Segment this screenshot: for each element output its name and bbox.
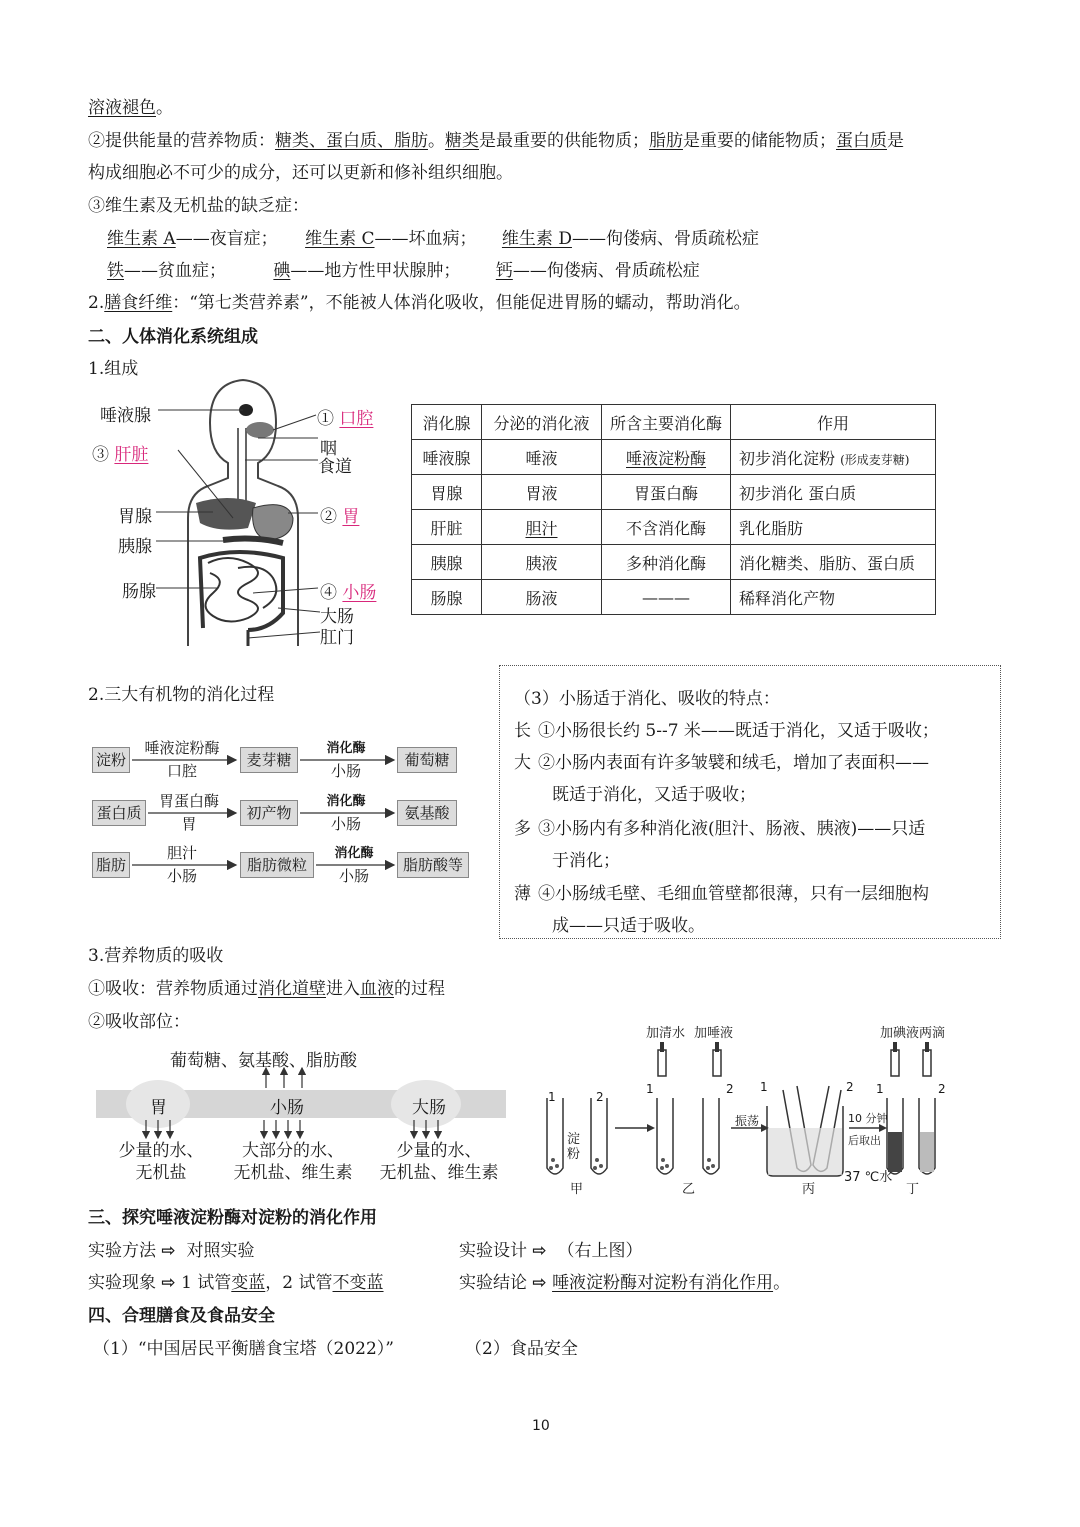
label-add-saliva: 加唾液 [694,1026,734,1041]
food-safety-item: （2）食品安全 [465,1339,578,1359]
tube-number: 1 [760,1080,768,1094]
box-text: ③小肠内有多种消化液(胆汁、肠液、胰液)——只适 [538,819,926,839]
arrow-place: 小肠 [330,815,361,833]
underlined-term: 维生素 C [305,229,375,249]
process-box: 葡萄糖 [397,747,457,773]
label-answer: 口腔 [339,409,374,429]
label-yi: 乙 [682,1182,696,1197]
double-arrow-icon: ⇨ [161,1273,176,1293]
digestive-gland-table [411,404,936,615]
table-cell [602,440,731,475]
label-pancreas: 胰腺 [118,537,152,557]
table-cell: 唾液 [482,440,602,475]
section-3-title: 三、探究唾液淀粉酶对淀粉的消化作用 [88,1208,377,1228]
label-large-intestine: 大肠 [320,607,354,627]
table-cell: 唾液腺 [412,440,482,475]
text-span: 1 试管 [181,1273,232,1293]
organ-label: 胃 [150,1098,167,1118]
conclusion-line [459,1272,790,1294]
table-cell: 不含消化酶 [602,510,731,545]
text-span: ：“第七类营养素”，不能被人体消化吸收，但能促进胃肠的蠕动，帮助消化。 [172,293,751,313]
underlined-term: 膳食纤维 [104,293,173,313]
label-num: ④ [320,583,337,603]
table-row [412,545,936,580]
absorb-under-text: 无机盐、维生素 [379,1163,499,1183]
process-box: 淀粉 [92,747,130,773]
text-span: ①吸收：营养物质通过 [88,979,258,999]
test-tube [591,1098,607,1174]
underlined-term: 碘 [273,261,291,281]
text-span: 实验现象 [88,1273,156,1293]
process-box: 脂肪 [92,852,130,878]
experiment-figure [535,1020,965,1200]
arrow-enzyme: 消化酶 [326,794,366,809]
table-cell: 多种消化酶 [602,545,731,580]
text-line-3: 构成细胞必不可少的成分，还可以更新和修补组织细胞。 [88,163,513,183]
arrow-place: 小肠 [338,867,369,885]
underlined-term: 蛋白质 [836,131,887,151]
organ-label: 小肠 [270,1098,304,1118]
design-line [459,1240,642,1262]
dropper [891,1050,899,1076]
cell-text: 初步消化淀粉 [739,448,836,468]
text-span: ——坏血病； [374,229,477,249]
method-line [88,1240,254,1262]
table-cell: 肝脏 [412,510,482,545]
underlined-term: 唾液淀粉酶对淀粉有消化作用 [552,1273,774,1293]
label-jia: 甲 [570,1182,584,1197]
process-box: 氨基酸 [397,800,457,826]
absorption-title: 3.营养物质的吸收 [88,946,224,966]
double-arrow-icon: ⇨ [532,1241,547,1261]
table-row [412,475,936,510]
table-cell: 肠液 [482,580,602,615]
arrow-place: 胃 [181,815,197,833]
text-span: 对照实验 [186,1241,255,1261]
text-span: 的过程 [394,979,445,999]
box-key: 薄 [514,884,531,904]
arrow-enzyme: 唾液淀粉酶 [144,739,220,757]
arrow-enzyme: 胃蛋白酶 [158,792,219,810]
underlined-term: 维生素 D [501,229,572,249]
table-row [412,580,936,615]
phenomenon-line [88,1272,384,1294]
text-span: 2. [88,293,105,313]
underlined-term: 血液 [360,979,394,999]
tube-number: 2 [596,1090,604,1104]
absorb-under [374,1140,504,1184]
table-header: 分泌的消化液 [482,405,602,440]
process-box: 初产物 [240,800,298,826]
label-bing: 丙 [802,1182,816,1197]
table-cell: 胃腺 [412,475,482,510]
label-iodine: 加碘液两滴 [880,1026,946,1041]
text-span: 。 [773,1273,791,1293]
table-cell: 胰腺 [412,545,482,580]
label-shake: 振荡 [735,1114,760,1128]
absorb-under-text: 大部分的水、 [242,1141,344,1161]
absorb-under [118,1140,204,1184]
box-text: 既适于消化，又适于吸收； [552,785,756,805]
box-text: ①小肠很长约 5--7 米——既适于消化，又适于吸收； [538,721,939,741]
table-cell: ——— [602,580,731,615]
test-tube [657,1098,673,1174]
water-bath [768,1128,842,1175]
cell-note: (形成麦芽糖) [840,452,910,467]
table-cell: 肠腺 [412,580,482,615]
text-span: 是重要的储能物质； [683,131,836,151]
table-header-row [412,405,936,440]
arrow-enzyme: 消化酶 [334,846,374,861]
section-2-title: 二、人体消化系统组成 [88,327,258,347]
text-span: 实验设计 [459,1241,527,1261]
section-4-title: 四、合理膳食及食品安全 [88,1306,275,1326]
text-span: 实验方法 [88,1241,156,1261]
tube-number: 2 [726,1082,734,1096]
underlined-term: 铁 [107,261,124,281]
arrow-enzyme: 消化酶 [326,741,366,756]
label-gastric: 胃腺 [118,507,152,527]
label-answer: 肝脏 [114,445,149,465]
text-span: 进入 [326,979,360,999]
pagoda-item: （1）“中国居民平衡膳食宝塔（2022）” [93,1339,394,1359]
filled-answer: 唾液淀粉酶 [626,448,707,468]
arrow-place: 小肠 [330,762,361,780]
tube-number: 2 [846,1080,854,1094]
absorb-under [228,1140,358,1184]
text-span: 是 [887,131,904,151]
filled-answer: 胆汁 [525,518,558,538]
underlined-term: 维生素 A [107,229,176,249]
process-title: 2.三大有机物的消化过程 [88,685,275,705]
label-pharynx: 咽 [320,439,337,459]
table-cell: 胃蛋白酶 [602,475,731,510]
text-span: ，2 试管 [265,1273,333,1293]
text-span: （右上图） [557,1241,643,1261]
punct: 。 [156,98,173,118]
label-salivary: 唾液腺 [100,406,151,426]
absorbed-nutrients-label: 葡萄糖、氨基酸、脂肪酸 [170,1051,357,1071]
label-intestinal: 肠腺 [122,582,156,602]
process-arrows [0,0,480,900]
text-span: ——贫血症； [124,261,226,281]
text-span: ——地方性甲状腺肿； [290,261,461,281]
test-tube [703,1098,719,1174]
table-cell: 胰液 [482,545,602,580]
table-row [412,510,936,545]
tube-number: 1 [876,1082,884,1096]
table-header: 所含主要消化酶 [602,405,731,440]
table-cell: 消化糖类、脂肪、蛋白质 [731,545,936,580]
text-span: 。 [428,131,445,151]
underlined-term: 糖类、蛋白质、脂肪 [275,131,428,151]
box-text: ②小肠内表面有许多皱襞和绒毛，增加了表面积—— [538,753,929,773]
label-answer: 小肠 [342,583,377,603]
label-anus: 肛门 [320,628,354,648]
double-arrow-icon: ⇨ [532,1273,547,1293]
underlined-term: 不变蓝 [332,1273,384,1293]
tube-number: 2 [938,1082,946,1096]
subsection-1-title: 1.组成 [88,359,139,379]
text-span: ——夜盲症； [175,229,278,249]
process-box: 脂肪微粒 [240,852,314,878]
absorption-line-2: ②吸收部位： [88,1012,190,1032]
label-ding: 丁 [906,1182,920,1197]
tube-number: 1 [548,1090,556,1104]
box-text: 成——只适于吸收。 [552,916,705,936]
label-num: ③ [92,445,109,465]
underlined-term: 脂肪 [649,131,683,151]
table-cell: 胃液 [482,475,602,510]
table-cell [731,440,936,475]
label-starch: 淀粉 [567,1132,581,1162]
text-span: ②提供能量的营养物质： [88,131,275,151]
absorb-under-text: 无机盐、维生素 [233,1163,353,1183]
process-box: 蛋白质 [92,800,146,826]
underlined-term: 溶液褪色 [88,98,156,118]
underlined-term: 钙 [495,261,513,281]
absorption-line-1 [88,978,445,1000]
box-text: ④小肠绒毛壁、毛细血管壁都很薄，只有一层细胞构 [538,884,929,904]
box-key: 多 [514,819,531,839]
table-cell: 稀释消化产物 [731,580,936,615]
text-line-4: ③维生素及无机盐的缺乏症： [88,196,309,216]
text-span: ——佝偻病、骨质疏松症 [571,229,759,249]
box-title: （3）小肠适于消化、吸收的特点： [514,689,780,709]
box-key: 长 [514,721,531,741]
page-number: 10 [532,1418,550,1434]
tube-clear-liquid [920,1132,934,1172]
table-header: 消化腺 [412,405,482,440]
arrow-place: 口腔 [166,762,197,780]
label-num: ① [317,409,334,429]
underlined-term: 消化道壁 [258,979,326,999]
organ-label: 大肠 [412,1098,446,1118]
absorb-under-text: 少量的水、 [396,1141,482,1161]
process-box: 脂肪酸等 [397,852,469,878]
table-cell: 初步消化 蛋白质 [731,475,936,510]
box-text: 于消化； [552,851,620,871]
dropper [713,1050,721,1076]
box-key: 大 [514,753,531,773]
table-row [412,440,936,475]
process-box: 麦芽糖 [240,747,298,773]
text-span: 是最重要的供能物质； [479,131,649,151]
text-span: ——佝偻病、骨质疏松症 [512,261,700,281]
double-arrow-icon: ⇨ [161,1241,176,1261]
absorb-under-text: 无机盐 [135,1163,187,1183]
absorb-under-text: 少量的水、 [118,1141,204,1161]
test-tube [547,1098,563,1174]
label-esophagus: 食道 [318,457,352,477]
arrow-enzyme: 胆汁 [166,844,197,862]
table-cell: 乳化脂肪 [731,510,936,545]
label-num: ② [320,507,337,527]
dropper [923,1050,931,1076]
text-span: 实验结论 [459,1273,527,1293]
label-10min: 10 分钟 [848,1112,888,1125]
table-cell [482,510,602,545]
tube-number: 1 [646,1082,654,1096]
underlined-term: 糖类 [445,131,479,151]
label-add-water: 加清水 [646,1026,686,1041]
table-header: 作用 [731,405,936,440]
label-take-out: 后取出 [848,1134,881,1147]
underlined-term: 变蓝 [231,1273,266,1293]
small-intestine-features-box [499,665,1001,939]
dropper [658,1050,666,1076]
arrow-place: 小肠 [166,867,197,885]
label-answer: 胃 [342,507,360,527]
label-temp: 37 ℃水 [844,1170,893,1185]
